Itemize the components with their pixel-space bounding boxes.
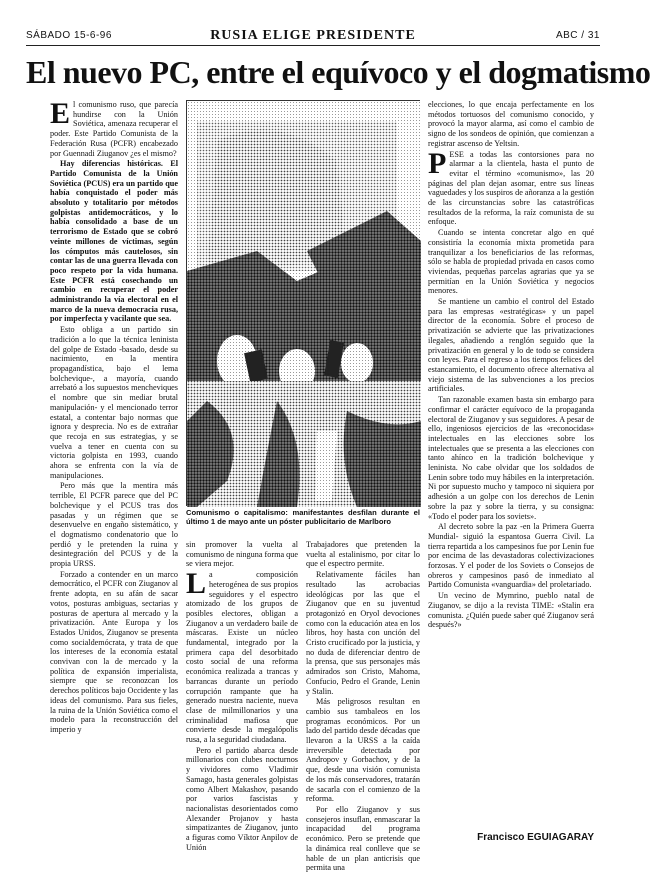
drop-cap: L <box>186 567 207 601</box>
paragraph: Trabajadores que pretenden la vuelta al estalinismo, por citar lo que el espectro permite. <box>306 540 420 569</box>
article-column-3 <box>428 100 594 842</box>
paragraph <box>186 567 298 745</box>
paragraph: Esto obliga a un partido sin tradición a lo que la técnica leninista del golpe de Estado -basado, desde su nacimiento, en la mentira propagandística, bajo el lema bolchevique-, a mayoría, cuando arrebató a los supuestos mencheviques el nombre que sin mediar brutal manipulación- y el mencionado terror estatal, a contentar bajo normas que ignora y desprecia. No es de extrañar que recoja en sus estrategias, y se vuelva a tener en cuenta con su victoria golpista en 1993, cuando ahora se enfrenta con la vía de manipulaciones. <box>50 325 178 480</box>
photo-illustration <box>187 101 421 507</box>
article-column-1 <box>50 97 179 842</box>
lead-paragraph-text: l comunismo ruso, que parecía hundirse con la Unión Soviética, amenaza recuperar el poder. Este Partido Comunista de la Federación Rusa (PCFR) encabezado por Guennadi Ziuganov ¿es el mismo? <box>50 100 178 158</box>
paragraph: Relativamente fáciles han resultado las acrobacias ideológicas por las que el Ziuganov que en su juventud protagonizó en Oryol devociones como con la educación atea en los libros, hoy hasta con unción del Cristo crucificado por la justicia, y no duda de diferenciar dentro de la prensa, que sus personajes más admirados son Cristo, Mahoma, Confucio, Pedro el Grande, Lenin y Stalin. <box>306 570 420 696</box>
paragraph: Por ello Ziuganov y sus consejeros insuflan, enmascarar la incapacidad del programa económico. Pero se pretende que la dinámica real conlleve que se hable de un plan anticrisis que permita una <box>306 804 420 873</box>
drop-cap: E <box>50 97 71 130</box>
article-column-2a <box>186 540 298 852</box>
paragraph: Se mantiene un cambio el control del Estado para las empresas «estratégicas» y un papel director de la economía. Sobre el proceso de privatización se advierte que las privatizaciones ilegales, añadiendo a renglón seguido que la privatización en general y lo de todo se considera con leyes. Para el regreso a los tiempos felices del estancamiento, el documento ofrece alternativa al viejo sistema de las subvenciones a los precios artificiales. <box>428 297 594 394</box>
article-headline: El nuevo PC, entre el equívoco y el dogmatismo <box>26 54 650 90</box>
paragraph: Un vecino de Mymrino, pueblo natal de Ziuganov, se dijo a la revista TIME: «Stalin era comunista. ¿Quién puede saber qué Ziuganov será después?» <box>428 591 594 630</box>
header-page-number: ABC / 31 <box>555 30 600 41</box>
article-column-2b <box>306 540 420 873</box>
paragraph-text: ESE a todas las contorsiones para no alarmar a la clientela, hasta el punto de evitar el término «comunismo», las 20 páginas del plan dejan asomar, entre sus líneas vaguedades y los suspiros de añoranza a la gestión de las circunstancias sobre las catastróficas resultados de la reforma, la raíz comunista de su enfoque. <box>428 149 594 227</box>
paragraph: Pero más que la mentira más terrible, El PCFR parece que del PC bolchevique y el PCUS tras dos pasadas y un régimen que se desenvuelve en engaño sistemático, y el dogmatismo condenatorio que lo perdió y le pretenden la ruina y desintegración del PCUS y de la propia URSS. <box>50 481 178 569</box>
lead-paragraph <box>50 97 178 158</box>
paragraph: Hay diferencias históricas. El Partido Comunista de la Unión Soviética (PCUS) era un partido que había conquistado el poder más absoluto y totalitario por métodos golpistas antidemocráticos, y lo había consolidado a base de un terrorismo de Estado que se cobró veinte millones de víctimas, según los cómputos más cautelosos, sin contar las de una guerra llevada con poco respeto por la vida humana. Este PCFR está cosechando un cambio en recuperar el poder administrando la vía electoral en el marco de la nueva democracia rusa, por imperfecta y vacilante que sea. <box>50 159 178 324</box>
header-section-title: RUSIA ELIGE PRESIDENTE <box>210 28 416 43</box>
paragraph: elecciones, lo que encaja perfectamente en los métodos tortuosos del comunismo conocido, y provocó la mayor alarma, así como el cambio de signo de los sondeos de opinión, que comienzan a registrar ascenso de Yeltsin. <box>428 100 594 148</box>
photo-caption: Comunismo o capitalismo: manifestantes desfilan durante el último 1 de mayo ante un póster publicitario de Marlboro <box>186 508 420 526</box>
paragraph: Forzado a contender en un marco democrático, el PCFR con Ziuganov al frente adopta, en su afán de sacar votos, posturas ambiguas, sectarias y posturas de apertura al mercado y la privatización. Ante Europa y los Estados Unidos, Ziuganov se presenta como socialdemócrata, y trata de que los intereses de la economía estatal convivan con la de mercado y la política de expansión imperialista, siempre que se reconozcan los derechos políticos bajo Occidente y las ideas del comunismo. Para sus fieles, la ruina de la Unión Soviética como el modelo para la reconstrucción del imperio y <box>50 569 179 734</box>
paragraph: Al decreto sobre la paz -en la Primera Guerra Mundial- siguió la espantosa Guerra Civil. La tierra repartida a los campesinos fue por Lenin fue por encima de las devastadoras colectivizaciones forzosas. Y el poder de los Soviets o Consejos de obreros y campesinos pasó de inmediato al Partido Comunista «vanguardia» del proletariado. <box>428 522 594 590</box>
paragraph: Tan razonable examen basta sin embargo para confirmar el carácter equívoco de la propaganda electoral de Ziuganov y sus seguidores. A pesar de ello, ingeniosos ejercicios de las «reconocidas» intelectuales en las elecciones sobre los intelectuales que se presenta a las elecciones con tanto ahínco en la tradición bolchevique y leninista. No cabe olvidar que los soldados de Lenin sobre todo muy hábiles en la interpretación. Ni por supuesto mucho y tampoco ni siquiera por adhesión a un golpe con los derechos de Lenin sobre la paz y sobre la tierra, y su consigna: «Todo el poder para los soviets». <box>428 395 594 521</box>
paragraph: Cuando se intenta concretar algo en qué consistiría la economía mixta prometida para tranquilizar a los beneficiarios de las reformas, sólo se habla de propiedad privada en casos como viviendas, pequeñas parcelas agrarias que ya se permitían en la Unión Soviética y negocios menores. <box>428 228 594 296</box>
news-photo <box>186 100 420 506</box>
paragraph <box>428 146 594 228</box>
paragraph: Más peligrosos resultan en cambio sus tambaleos en los programas económicos. Por un lado del partido desde décadas que llevaron a la URSS a la caída irreversible detectada por Andropov y Gorbachov, y de la que, desde una visión comunista de los más conservadores, tratarán de sacarla con el comienzo de la reforma. <box>306 697 420 804</box>
drop-cap: P <box>428 146 447 180</box>
header-date: SÁBADO 15-6-96 <box>26 30 112 41</box>
author-signature: Francisco EGUIAGARAY <box>477 832 594 843</box>
page-header <box>26 28 600 46</box>
paragraph: Pero el partido abarca desde millonarios con clubes nocturnos y vividores como Vladimir Samago, hasta generales golpistas como Albert Makashov, pasando por varios fascistas y nacionalistas desorientados como Alexander Projanov y hasta simpatizantes de Ziuganov, junto a figuras como Víktor Anpilov de Unión <box>186 745 298 852</box>
paragraph-text: a composición heterogénea de sus propios seguidores y el espectro atomizado de los grupos de posibles electores, obligan a Ziuganov a un verdadero baile de máscaras. Existe un núcleo fundamental, integrado por la primera capa del desorbitado costo social de una reforma económica realizada a trancas y barrancas durante un período corrupción rampante que ha generado nuestra naciente, nueva clase de milmillonarios y una criminalidad mafiosa que convierte desde la megalópolis rusa, a la seguridad ciudadana. <box>186 570 298 745</box>
paragraph: sin promover la vuelta al comunismo de ninguna forma que se viera mejor. <box>186 540 298 569</box>
